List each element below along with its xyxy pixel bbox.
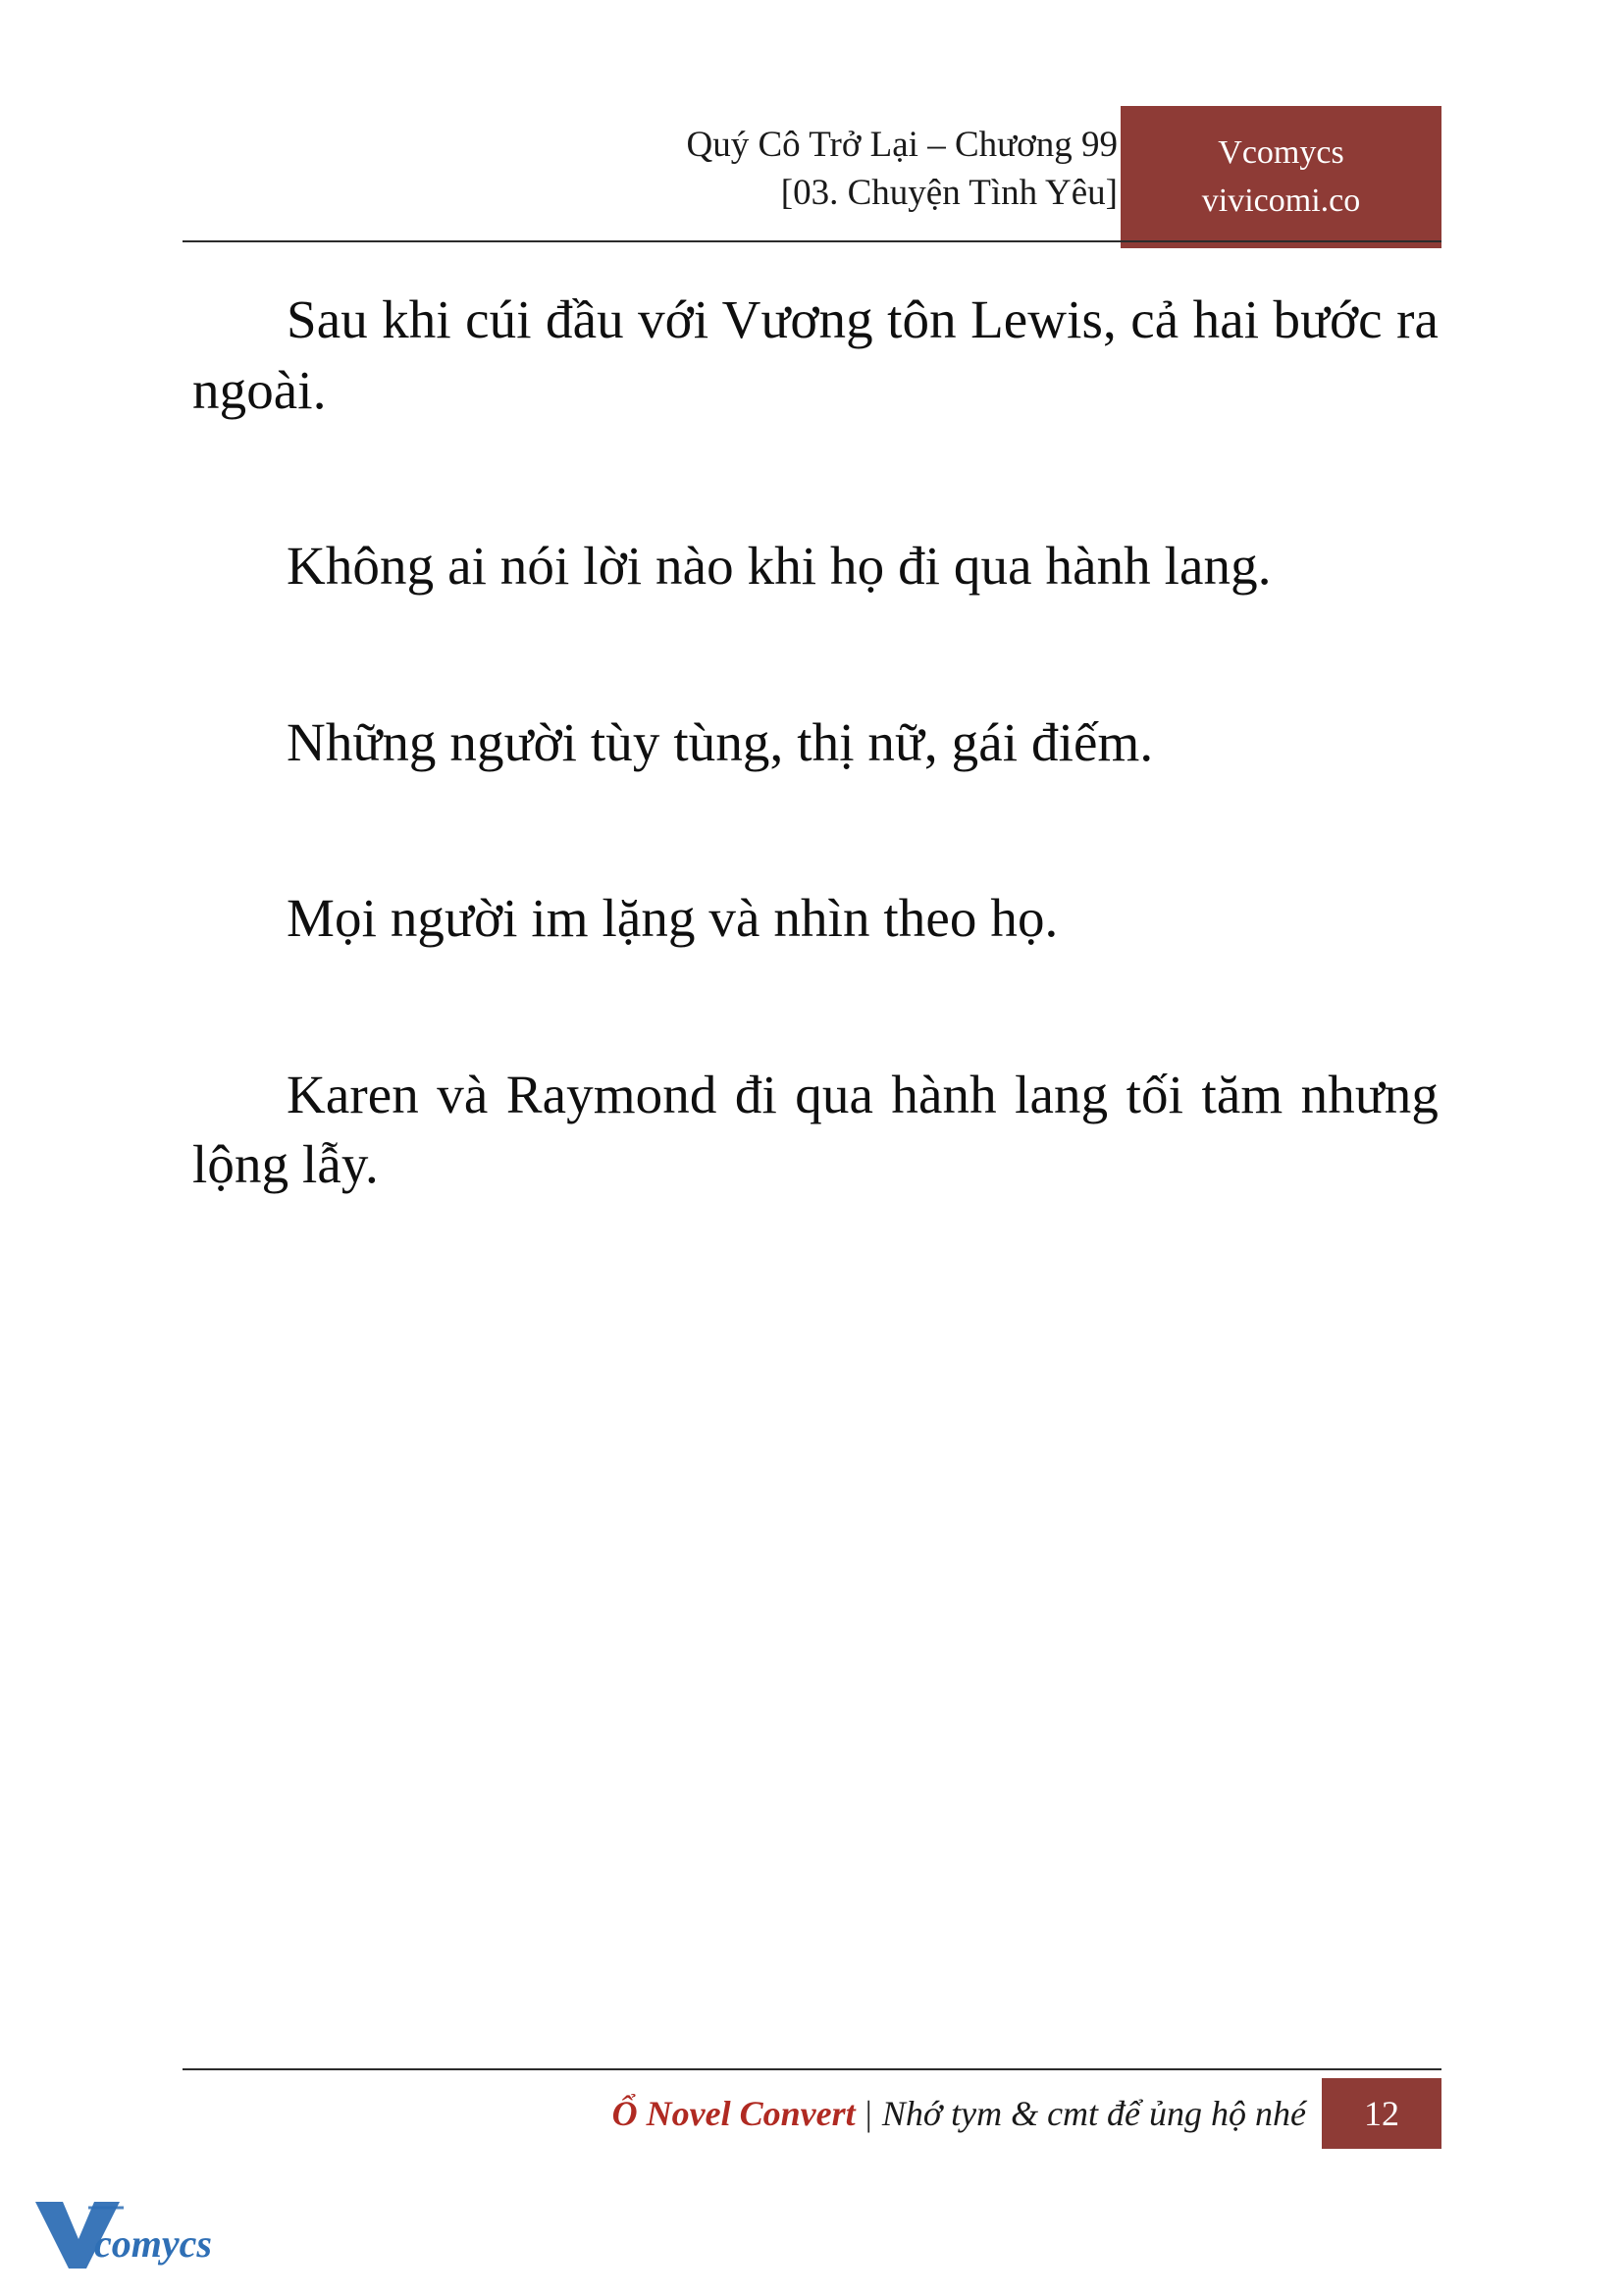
- footer-note: Nhớ tym & cmt để ủng hộ nhé: [881, 2094, 1306, 2133]
- header-chapter-title: [372, 122, 1118, 218]
- header-title-line2: [03. Chuyện Tình Yêu]: [780, 172, 1118, 213]
- paragraph: Karen và Raymond đi qua hành lang tối tăm nhưng lộng lẫy.: [192, 1064, 1439, 1194]
- footer-divider: [183, 2068, 1441, 2070]
- page-number-badge: 12: [1322, 2078, 1441, 2149]
- footer-brand: Ổ Novel Convert: [611, 2094, 856, 2133]
- paragraph: Mọi người im lặng và nhìn theo họ.: [287, 888, 1059, 948]
- vcomycs-watermark-logo: [29, 2188, 255, 2274]
- header-divider: [183, 240, 1441, 242]
- svg-text:comycs: comycs: [94, 2221, 212, 2266]
- page-footer: [183, 2078, 1441, 2149]
- paragraph: Sau khi cúi đầu với Vương tôn Lewis, cả hai bước ra ngoài.: [192, 289, 1439, 420]
- footer-separator: |: [864, 2094, 872, 2133]
- header-title-line1: Quý Cô Trở Lại – Chương 99: [686, 125, 1118, 165]
- paragraph: Những người tùy tùng, thị nữ, gái điếm.: [287, 711, 1154, 772]
- site-badge-url: vivicomi.co: [1201, 182, 1361, 219]
- page-header: [183, 106, 1441, 243]
- paragraph: Không ai nói lời nào khi họ đi qua hành lang.: [287, 536, 1272, 596]
- site-badge-name: Vcomycs: [1218, 134, 1344, 172]
- page-content: [192, 285, 1439, 1200]
- footer-content: [612, 2078, 1441, 2149]
- site-badge: [1121, 106, 1441, 248]
